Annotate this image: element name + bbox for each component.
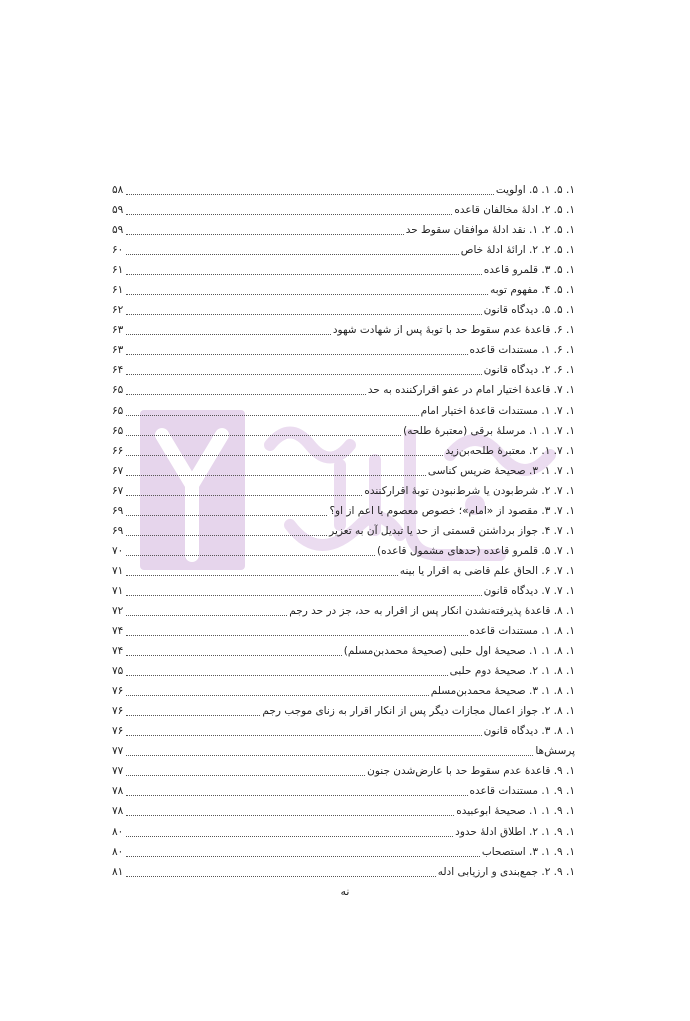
- dot-leader: [126, 855, 480, 857]
- toc-entry: [112, 561, 575, 581]
- toc-entry-page: ۶۱: [112, 284, 124, 297]
- toc-entry-page: ۷۶: [112, 725, 124, 738]
- toc-entry: [112, 501, 575, 521]
- dot-leader: [126, 875, 436, 877]
- toc-entry: [112, 781, 575, 801]
- toc-entry-title: ۱. ۵. ۱. ۵. اولویت: [495, 184, 575, 197]
- dot-leader: [126, 734, 482, 736]
- dot-leader: [126, 814, 454, 816]
- toc-entry-page: ۷۶: [112, 685, 124, 698]
- dot-leader: [126, 534, 327, 536]
- dot-leader: [126, 414, 419, 416]
- page-number-label: نه: [340, 885, 350, 898]
- toc-entry-title: ۱. ۷. قاعدهٔ اختیار امام در عفو اقرارکننده به حد: [367, 384, 575, 397]
- toc-entry: [112, 601, 575, 621]
- toc-entry: [112, 701, 575, 721]
- toc-entry: [112, 340, 575, 360]
- toc-entry-page: ۷۴: [112, 645, 124, 658]
- toc-entry-page: ۵۹: [112, 204, 124, 217]
- toc-entry-page: ۸۰: [112, 825, 124, 838]
- toc-entry-page: ۶۳: [112, 344, 124, 357]
- toc-entry-title: ۱. ۷. ۲. شرط‌بودن یا شرط‌نبودن توبهٔ اقرارکننده: [364, 484, 575, 497]
- dot-leader: [126, 193, 494, 195]
- dot-leader: [126, 213, 452, 215]
- toc-entry-page: ۶۲: [112, 304, 124, 317]
- toc-entry-title: ۱. ۷. ۳. مقصود از «امام»؛ خصوص معصوم یا اعم از او؟: [329, 504, 575, 517]
- toc-entry: [112, 681, 575, 701]
- toc-entry-page: ۵۸: [112, 184, 124, 197]
- toc-entry-title: ۱. ۹. ۱. مستندات قاعده: [469, 785, 575, 798]
- toc-entry-page: ۷۲: [112, 605, 124, 617]
- dot-leader: [126, 774, 365, 776]
- toc-entry-title: ۱. ۷. ۱. مستندات قاعدهٔ اختیار امام: [420, 404, 575, 417]
- toc-entry-title: ۱. ۸. ۱. ۲. صحیحهٔ دوم حلبی: [449, 665, 575, 678]
- toc-entry: [112, 220, 575, 240]
- dot-leader: [126, 654, 342, 656]
- toc-entry: [112, 260, 575, 280]
- toc-entry: [112, 721, 575, 741]
- toc-entry-page: ۷۷: [112, 765, 124, 778]
- toc-entry-page: ۷۸: [112, 805, 124, 818]
- toc-entry-title: ۱. ۹. ۱. ۱. صحیحهٔ ابوعبیده: [456, 805, 575, 818]
- dot-leader: [126, 293, 488, 295]
- toc-entry-title: ۱. ۸. ۱. ۱. صحیحهٔ اول حلبی (صحیحهٔ محمدبن‌مسلم): [343, 645, 575, 658]
- toc-entry: [112, 360, 575, 380]
- toc-entry-title: ۱. ۹. قاعدهٔ عدم سقوط حد با عارض‌شدن جنون: [367, 765, 575, 778]
- toc-entry: [112, 801, 575, 821]
- dot-leader: [126, 474, 426, 476]
- toc-entry-page: ۷۴: [112, 625, 124, 638]
- toc-entry-title: ۱. ۵. ۵. دیدگاه قانون: [483, 304, 575, 317]
- dot-leader: [126, 714, 260, 716]
- toc-entry-page: ۸۱: [112, 865, 124, 878]
- toc-entry: [112, 320, 575, 340]
- toc-entry-page: ۶۶: [112, 444, 124, 457]
- dot-leader: [126, 494, 362, 496]
- dot-leader: [126, 333, 331, 335]
- dot-leader: [126, 273, 482, 275]
- toc-entry-page: ۷۱: [112, 564, 124, 577]
- toc-entry-title: ۱. ۶. ۲. دیدگاه قانون: [483, 364, 575, 377]
- toc-entry-page: ۶۷: [112, 464, 124, 477]
- toc-entry-title: ۱. ۹. ۲. جمع‌بندی و ارزیابی ادله: [437, 865, 575, 878]
- toc-entry-page: ۶۹: [112, 524, 124, 537]
- toc-entry: [112, 862, 575, 882]
- dot-leader: [126, 454, 443, 456]
- toc-entry-title: ۱. ۵. ۳. قلمرو قاعده: [483, 264, 575, 277]
- toc-entry-page: ۷۱: [112, 584, 124, 597]
- dot-leader: [126, 594, 482, 596]
- dot-leader: [126, 694, 429, 696]
- toc-entry-page: ۶۵: [112, 424, 124, 437]
- toc-entry: [112, 822, 575, 842]
- toc-entry-page: ۸۰: [112, 845, 124, 858]
- toc-entry-page: ۵۹: [112, 224, 124, 237]
- toc-entry-title: ۱. ۷. ۱. ۱. مرسلهٔ برقی (معتبرهٔ طلحه): [403, 424, 575, 437]
- toc-entry: [112, 421, 575, 441]
- toc-entry: [112, 621, 575, 641]
- toc-entry-page: ۷۷: [112, 745, 124, 758]
- toc-entry: [112, 741, 575, 761]
- dot-leader: [126, 514, 327, 516]
- toc-entry-page: ۷۵: [112, 665, 124, 678]
- toc-entry-title: ۱. ۸. ۱. مستندات قاعده: [469, 625, 575, 638]
- dot-leader: [126, 353, 468, 355]
- dot-leader: [126, 434, 401, 436]
- dot-leader: [126, 233, 404, 235]
- toc-entry: [112, 641, 575, 661]
- toc-entry: [112, 661, 575, 681]
- toc-entry-title: ۱. ۸. ۳. دیدگاه قانون: [483, 725, 575, 738]
- toc-entry-title: پرسش‌ها: [535, 745, 575, 758]
- toc-entry-page: ۶۷: [112, 484, 124, 497]
- toc-entry-title: ۱. ۵. ۲. ۲. ارائهٔ ادلهٔ خاص: [460, 244, 575, 257]
- toc-entry: [112, 761, 575, 781]
- toc-entry-title: ۱. ۵. ۲. ۱. نقد ادلهٔ موافقان سقوط حد: [405, 224, 575, 237]
- dot-leader: [126, 674, 448, 676]
- toc-entry-title: ۱. ۹. ۱. ۲. اطلاق ادلهٔ حدود: [455, 825, 575, 838]
- dot-leader: [126, 393, 366, 395]
- toc-entry: [112, 441, 575, 461]
- toc-entry-page: ۶۵: [112, 384, 124, 397]
- dot-leader: [126, 574, 398, 576]
- toc-entry-page: ۶۳: [112, 324, 124, 337]
- toc-entry-page: ۷۰: [112, 544, 124, 557]
- dot-leader: [126, 835, 453, 837]
- dot-leader: [126, 253, 459, 255]
- toc-entry-page: ۶۱: [112, 264, 124, 277]
- table-of-contents: [112, 180, 575, 882]
- toc-entry: [112, 380, 575, 400]
- toc-entry-title: ۱. ۷. ۴. جواز برداشتن قسمتی از حد یا تبدیل آن به تعزیر: [329, 524, 575, 537]
- toc-entry: [112, 240, 575, 260]
- toc-entry-title: ۱. ۷. ۱. ۲. معتبرهٔ طلحه‌بن‌زید: [445, 444, 575, 457]
- toc-entry-page: ۶۴: [112, 364, 124, 377]
- dot-leader: [126, 754, 533, 756]
- toc-entry: [112, 842, 575, 862]
- toc-entry-title: ۱. ۷. ۱. ۳. صحیحهٔ ضریس کناسی: [427, 464, 575, 477]
- toc-entry: [112, 200, 575, 220]
- dot-leader: [126, 373, 482, 375]
- toc-entry-title: ۱. ۹. ۱. ۳. استصحاب: [481, 845, 575, 858]
- dot-leader: [126, 554, 375, 556]
- toc-entry: [112, 300, 575, 320]
- toc-entry-title: ۱. ۸. قاعدهٔ پذیرفته‌نشدن انکار پس از اقرار به حد، جز در حد رجم: [289, 605, 575, 617]
- toc-entry-page: ۶۰: [112, 244, 124, 257]
- toc-entry-page: ۶۹: [112, 504, 124, 517]
- toc-entry-title: ۱. ۶. ۱. مستندات قاعده: [469, 344, 575, 357]
- toc-entry: [112, 401, 575, 421]
- toc-entry: [112, 461, 575, 481]
- toc-entry-title: ۱. ۷. ۵. قلمرو قاعده (حدهای مشمول قاعده): [376, 544, 575, 557]
- toc-entry-title: ۱. ۶. قاعدهٔ عدم سقوط حد با توبهٔ پس از شهادت شهود: [332, 324, 575, 337]
- dot-leader: [126, 794, 468, 796]
- dot-leader: [126, 634, 468, 636]
- toc-entry: [112, 541, 575, 561]
- toc-entry-title: ۱. ۸. ۱. ۳. صحیحهٔ محمدبن‌مسلم: [430, 685, 575, 698]
- dot-leader: [126, 313, 482, 315]
- toc-entry: [112, 280, 575, 300]
- toc-entry: [112, 180, 575, 200]
- toc-entry-page: ۶۵: [112, 404, 124, 417]
- toc-entry-title: ۱. ۸. ۲. جواز اعمال مجازات دیگر پس از انکار اقرار به زنای موجب رجم: [262, 705, 575, 718]
- toc-entry-title: ۱. ۷. ۷. دیدگاه قانون: [483, 584, 575, 597]
- toc-entry-title: ۱. ۵. ۴. مفهوم توبه: [490, 284, 575, 297]
- toc-entry: [112, 581, 575, 601]
- toc-entry-title: ۱. ۵. ۲. ادلهٔ مخالفان قاعده: [454, 204, 575, 217]
- toc-entry: [112, 521, 575, 541]
- toc-entry-page: ۷۶: [112, 705, 124, 718]
- dot-leader: [126, 614, 287, 616]
- toc-entry-title: ۱. ۷. ۶. الحاق علم قاضی به اقرار یا بینه: [399, 564, 575, 577]
- toc-entry: [112, 481, 575, 501]
- toc-entry-page: ۷۸: [112, 785, 124, 798]
